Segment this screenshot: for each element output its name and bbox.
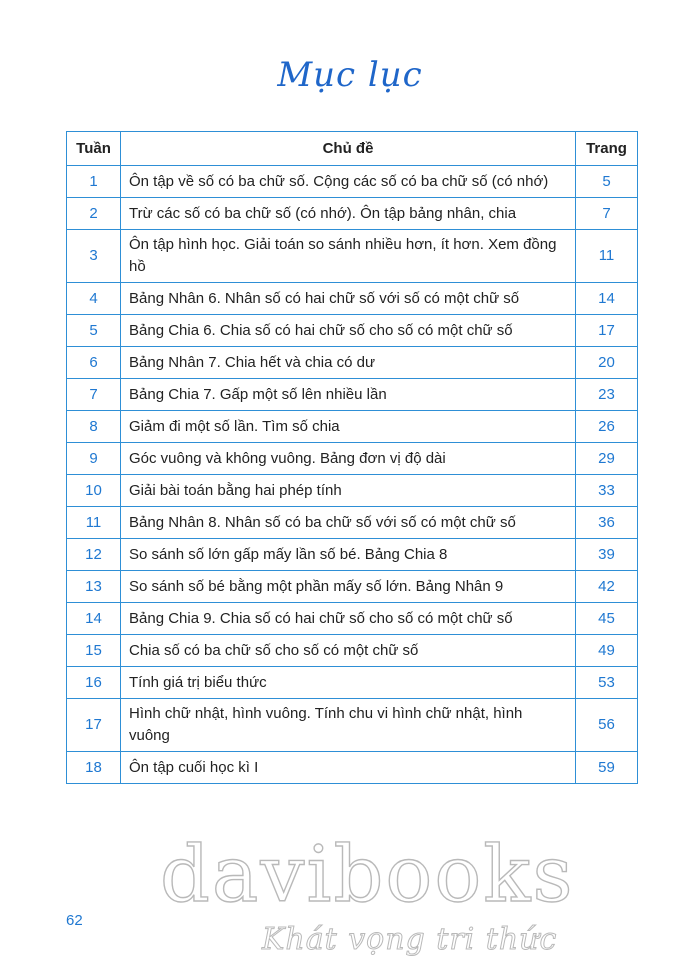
topic-cell: Góc vuông và không vuông. Bảng đơn vị độ dài [121, 443, 576, 475]
page-cell: 20 [576, 347, 638, 379]
table-row [67, 699, 638, 752]
week-cell: 9 [67, 443, 121, 475]
page-cell: 42 [576, 571, 638, 603]
page-cell: 53 [576, 667, 638, 699]
week-cell: 6 [67, 347, 121, 379]
table-row [67, 347, 638, 379]
page-cell: 36 [576, 507, 638, 539]
topic-cell: Bảng Chia 7. Gấp một số lên nhiều lần [121, 379, 576, 411]
topic-cell: Hình chữ nhật, hình vuông. Tính chu vi hình chữ nhật, hình vuông [121, 699, 576, 752]
week-cell: 16 [67, 667, 121, 699]
page-cell: 26 [576, 411, 638, 443]
table-row [67, 230, 638, 283]
header-week: Tuần [67, 132, 121, 166]
page-cell: 17 [576, 315, 638, 347]
topic-cell: Ôn tập cuối học kì I [121, 752, 576, 784]
topic-cell: Bảng Nhân 6. Nhân số có hai chữ số với số có một chữ số [121, 283, 576, 315]
topic-cell: Tính giá trị biểu thức [121, 667, 576, 699]
week-cell: 1 [67, 166, 121, 198]
page-cell: 23 [576, 379, 638, 411]
topic-cell: Bảng Chia 6. Chia số có hai chữ số cho số có một chữ số [121, 315, 576, 347]
topic-cell: Ôn tập hình học. Giải toán so sánh nhiều hơn, ít hơn. Xem đồng hồ [121, 230, 576, 283]
topic-cell: Trừ các số có ba chữ số (có nhớ). Ôn tập bảng nhân, chia [121, 198, 576, 230]
toc-table [66, 131, 638, 784]
page-cell: 33 [576, 475, 638, 507]
table-row [67, 166, 638, 198]
header-topic: Chủ đề [121, 132, 576, 166]
table-row [67, 283, 638, 315]
page-cell: 45 [576, 603, 638, 635]
page-cell: 59 [576, 752, 638, 784]
page-cell: 56 [576, 699, 638, 752]
topic-cell: Bảng Chia 9. Chia số có hai chữ số cho số có một chữ số [121, 603, 576, 635]
topic-cell: Giảm đi một số lần. Tìm số chia [121, 411, 576, 443]
week-cell: 3 [67, 230, 121, 283]
page-cell: 5 [576, 166, 638, 198]
table-header-row [67, 132, 638, 166]
page-cell: 49 [576, 635, 638, 667]
toc-body [67, 166, 638, 784]
table-row [67, 198, 638, 230]
page-cell: 11 [576, 230, 638, 283]
week-cell: 7 [67, 379, 121, 411]
topic-cell: So sánh số bé bằng một phần mấy số lớn. Bảng Nhân 9 [121, 571, 576, 603]
week-cell: 17 [67, 699, 121, 752]
page-cell: 7 [576, 198, 638, 230]
topic-cell: Bảng Nhân 7. Chia hết và chia có dư [121, 347, 576, 379]
page-title: Mục lục [277, 55, 423, 95]
table-row [67, 571, 638, 603]
week-cell: 18 [67, 752, 121, 784]
week-cell: 15 [67, 635, 121, 667]
week-cell: 12 [67, 539, 121, 571]
week-cell: 2 [67, 198, 121, 230]
table-row [67, 635, 638, 667]
table-row [67, 507, 638, 539]
week-cell: 10 [67, 475, 121, 507]
watermark-brand: davibooks [160, 830, 575, 920]
page-cell: 39 [576, 539, 638, 571]
table-row [67, 411, 638, 443]
watermark-tagline: Khát vọng tri thức [262, 922, 558, 957]
table-row [67, 539, 638, 571]
week-cell: 8 [67, 411, 121, 443]
page-cell: 29 [576, 443, 638, 475]
topic-cell: So sánh số lớn gấp mấy lần số bé. Bảng Chia 8 [121, 539, 576, 571]
week-cell: 14 [67, 603, 121, 635]
table-row [67, 752, 638, 784]
week-cell: 11 [67, 507, 121, 539]
table-row [67, 667, 638, 699]
topic-cell: Ôn tập về số có ba chữ số. Cộng các số có ba chữ số (có nhớ) [121, 166, 576, 198]
table-row [67, 603, 638, 635]
page-number: 62 [66, 912, 83, 929]
topic-cell: Bảng Nhân 8. Nhân số có ba chữ số với số có một chữ số [121, 507, 576, 539]
page-cell: 14 [576, 283, 638, 315]
table-row [67, 443, 638, 475]
topic-cell: Chia số có ba chữ số cho số có một chữ số [121, 635, 576, 667]
table-row [67, 315, 638, 347]
topic-cell: Giải bài toán bằng hai phép tính [121, 475, 576, 507]
week-cell: 5 [67, 315, 121, 347]
header-page: Trang [576, 132, 638, 166]
week-cell: 13 [67, 571, 121, 603]
table-row [67, 379, 638, 411]
week-cell: 4 [67, 283, 121, 315]
table-row [67, 475, 638, 507]
